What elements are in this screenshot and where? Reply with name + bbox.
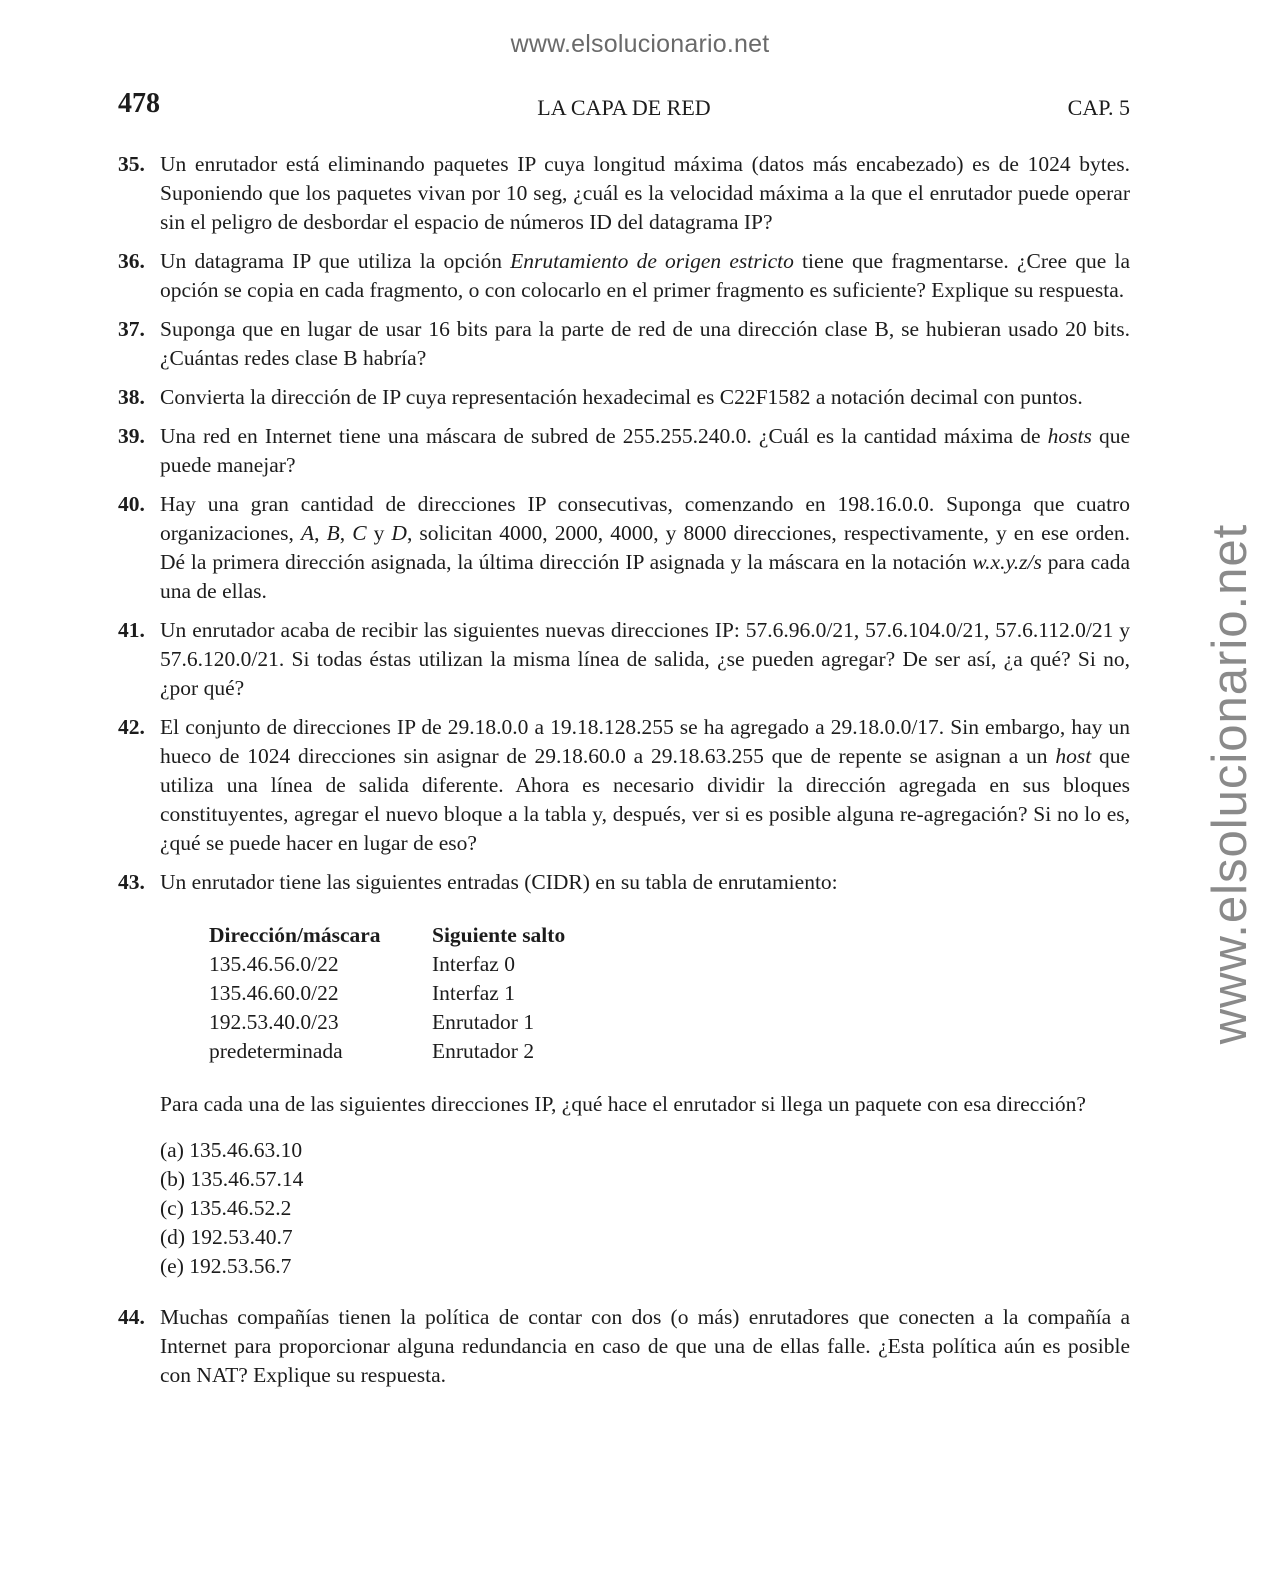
italic-term: D	[391, 521, 407, 545]
column-header-next-hop: Siguiente salto	[432, 923, 566, 947]
text-segment: Un datagrama IP que utiliza la opción	[160, 249, 511, 273]
problem-text: Convierta la dirección de IP cuya representación hexadecimal es C22F1582 a notación decimal con puntos.	[160, 385, 1083, 409]
next-hop-cell: Interfaz 1	[432, 981, 515, 1005]
table-row	[209, 1008, 565, 1037]
next-hop-cell: Enrutador 1	[432, 1010, 535, 1034]
column-header-address: Dirección/máscara	[209, 923, 381, 947]
text-segment: tiene que fragmentarse. ¿Cree que la opción se copia en cada fragmento, o con colocarlo en el primer fragmento es suficiente? Explique su respuesta.	[160, 249, 1130, 302]
problem-text: Un enrutador está eliminando paquetes IP cuya longitud máxima (datos más encabezado) es de 1024 bytes. Suponiendo que los paquetes vivan por 10 seg, ¿cuál es la velocidad máxima a la que el enrutador puede operar sin el peligro de desbordar el espacio de números ID del datagrama IP?	[160, 152, 1130, 234]
option-item: (c) 135.46.52.2	[160, 1196, 292, 1220]
text-segment: para cada una de ellas.	[160, 550, 1130, 603]
italic-term: Enrutamiento de origen estricto	[510, 249, 794, 273]
problem-35	[118, 150, 1130, 237]
problem-text	[160, 713, 1130, 858]
problem-42	[118, 713, 1130, 858]
italic-term: C	[352, 521, 367, 545]
problem-number: 43.	[118, 870, 145, 894]
problem-number: 42.	[118, 715, 145, 739]
problem-text: Un enrutador tiene las siguientes entradas (CIDR) en su tabla de enrutamiento:	[160, 870, 838, 894]
table-row	[209, 950, 565, 979]
running-title: LA CAPA DE RED	[537, 95, 711, 120]
text-segment: Hay una gran cantidad de direcciones IP consecutivas, comenzando en 198.16.0.0. Suponga que cuatro organizaciones,	[160, 492, 1130, 545]
chapter-label: CAP. 5	[1067, 95, 1130, 120]
routing-table	[209, 921, 565, 1066]
italic-term: B	[326, 521, 340, 545]
problem-text: Suponga que en lugar de usar 16 bits para la parte de red de una dirección clase B, se hubieran usado 20 bits. ¿Cuántas redes clase B habría?	[160, 317, 1130, 370]
next-hop-cell: Enrutador 2	[432, 1039, 535, 1063]
text-segment: y	[366, 521, 392, 545]
address-cell: 192.53.40.0/23	[209, 1010, 339, 1034]
option-list	[160, 1136, 1130, 1281]
problem-text	[160, 422, 1130, 480]
option-item: (e) 192.53.56.7	[160, 1254, 292, 1278]
page-header	[118, 88, 1130, 128]
text-segment: , solicitan 4000, 2000, 4000, y 8000 direcciones, respectivamente, y en ese orden. Dé la primera dirección asignada, la última dirección IP asignada y la máscara en la notación	[160, 521, 1131, 574]
problem-number: 36.	[118, 249, 145, 273]
option-item: (b) 135.46.57.14	[160, 1167, 304, 1191]
problem-36	[118, 247, 1130, 305]
problem-38	[118, 383, 1130, 412]
text-segment: que utiliza una línea de salida diferente. Ahora es necesario dividir la dirección agregada en sus bloques constituyentes, agregar el nuevo bloque a la tabla y, después, ver si es posible alguna re-agregación? Si no lo es, ¿qué se puede hacer en lugar de eso?	[160, 744, 1130, 855]
problem-43	[118, 868, 1130, 1281]
next-hop-cell: Interfaz 0	[432, 952, 515, 976]
text-segment: ,	[314, 521, 327, 545]
text-segment: Una red en Internet tiene una máscara de subred de 255.255.240.0. ¿Cuál es la cantidad máxima de	[160, 424, 1048, 448]
problem-40	[118, 490, 1130, 606]
problem-37	[118, 315, 1130, 373]
table-row	[209, 979, 565, 1008]
problem-number: 37.	[118, 317, 145, 341]
problem-number: 40.	[118, 492, 145, 516]
problem-41	[118, 616, 1130, 703]
option-item: (a) 135.46.63.10	[160, 1138, 303, 1162]
problem-text: Un enrutador acaba de recibir las siguientes nuevas direcciones IP: 57.6.96.0/21, 57.6.104.0/21, 57.6.112.0/21 y 57.6.120.0/21. Si todas éstas utilizan la misma línea de salida, ¿se pueden agregar? De ser así, ¿a qué? Si no, ¿por qué?	[160, 618, 1130, 700]
address-cell: 135.46.60.0/22	[209, 981, 339, 1005]
problem-44	[118, 1303, 1130, 1390]
watermark-url-top: www.elsolucionario.net	[510, 30, 770, 58]
address-cell: 135.46.56.0/22	[209, 952, 339, 976]
italic-term: w.x.y.z/s	[972, 550, 1042, 574]
italic-term: hosts	[1047, 424, 1092, 448]
problem-number: 44.	[118, 1305, 145, 1329]
text-segment: que puede manejar?	[160, 424, 1131, 477]
problem-number: 39.	[118, 424, 145, 448]
option-item: (d) 192.53.40.7	[160, 1225, 293, 1249]
page-number: 478	[118, 88, 160, 119]
problem-number: 41.	[118, 618, 145, 642]
problem-text	[160, 490, 1130, 606]
problem-list	[118, 150, 1130, 1400]
problem-text: Muchas compañías tienen la política de contar con dos (o más) enrutadores que conecten a la compañía a Internet para proporcionar alguna redundancia en caso de que una de ellas falle. ¿Esta política aún es posible con NAT? Explique su respuesta.	[160, 1305, 1130, 1387]
text-segment: El conjunto de direcciones IP de 29.18.0.0 a 19.18.128.255 se ha agregado a 29.18.0.0/17. Sin embargo, hay un hueco de 1024 direcciones sin asignar de 29.18.60.0 a 29.18.63.255 que de repente se asignan a un	[160, 715, 1130, 768]
italic-term: host	[1055, 744, 1092, 768]
address-cell: predeterminada	[209, 1039, 343, 1063]
table-header-row	[209, 921, 565, 950]
problem-number: 35.	[118, 152, 145, 176]
problem-39	[118, 422, 1130, 480]
table-row	[209, 1037, 565, 1066]
watermark-side-text: www.elsolucionario.net	[1203, 523, 1257, 1045]
text-segment: ,	[339, 521, 353, 545]
problem-number: 38.	[118, 385, 145, 409]
follow-up-question: Para cada una de las siguientes direcciones IP, ¿qué hace el enrutador si llega un paquete con esa dirección?	[160, 1092, 1086, 1116]
italic-term: A	[301, 521, 315, 545]
problem-text	[160, 247, 1130, 305]
